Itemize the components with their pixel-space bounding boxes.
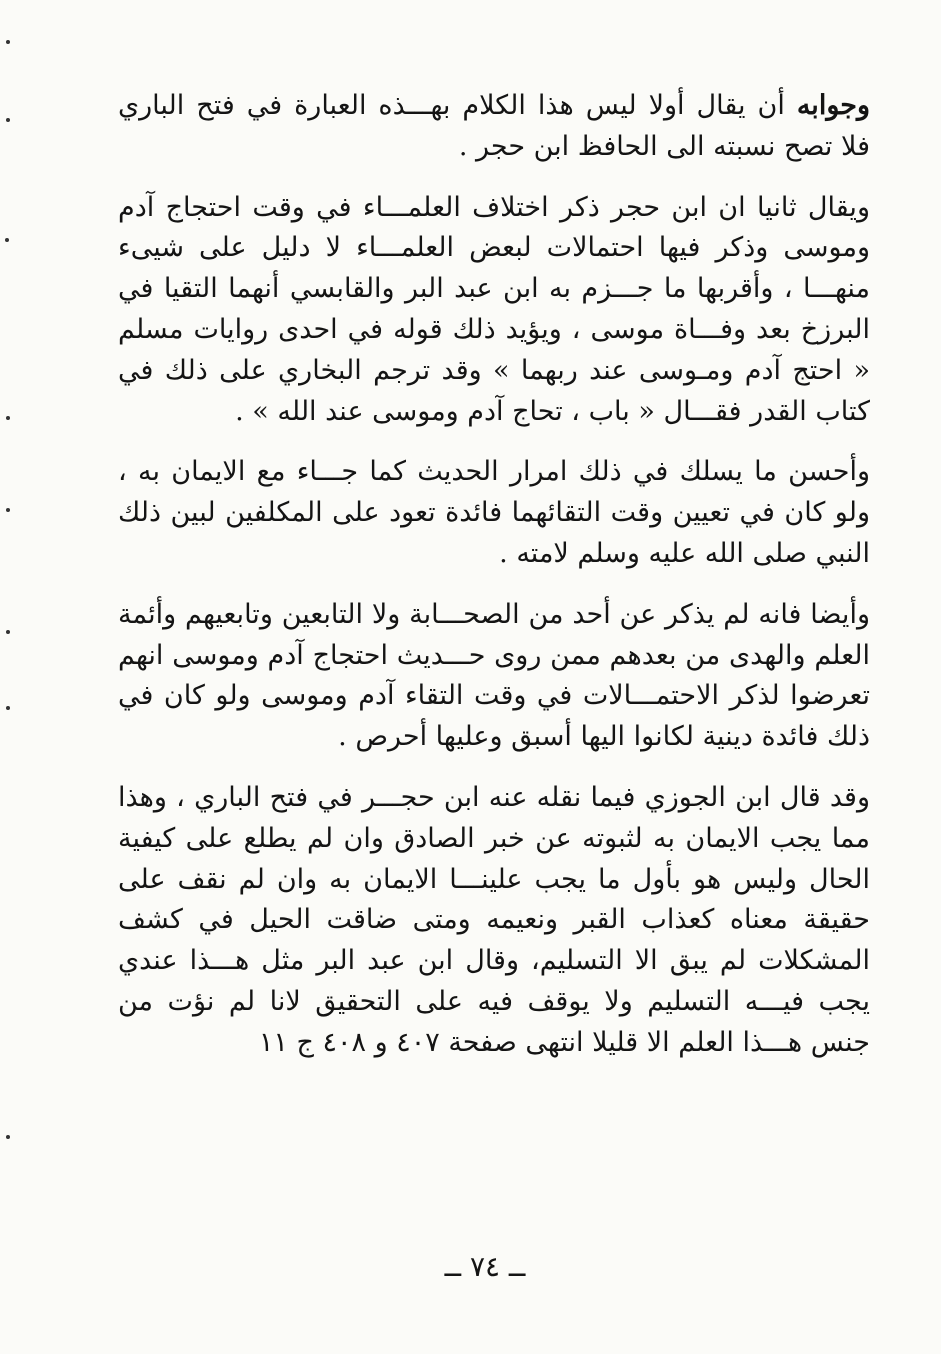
paragraph [118,778,870,1064]
paragraph-text: أن يقال أولا ليس هذا الكلام بهـــذه العبارة في فتح الباري فلا تصح نسبته الى الحافظ ابن حجر . [118,90,870,162]
paragraph [118,188,870,433]
paragraph-text: وأحسن ما يسلك في ذلك امرار الحديث كما جـــاء مع الايمان به ، ولو كان في تعيين وقت التقائهما فائدة تعود على المكلفين لبين ذلك النبي صلى الله عليه وسلم لامته . [118,456,870,569]
paragraph [118,86,870,168]
body-text [118,86,870,1084]
paragraph-text: وأيضا فانه لم يذكر عن أحد من الصحـــابة ولا التابعين وتابعيهم وأئمة العلم والهدى من بعدهم ممن روى حـــديث احتجاج آدم وموسى انهم تعرضوا لذكر الاحتمـــالات في وقت التقاء آدم وموسى ولو كان في ذلك فائدة دينية لكانوا اليها أسبق وعليها أحرص . [118,598,870,753]
scan-speck [6,118,10,122]
paragraph-lead-word: وجوابه [796,90,870,121]
scan-speck [6,630,10,634]
paragraph [118,452,870,574]
paragraph [118,595,870,758]
paragraph-text: ويقال ثانيا ان ابن حجر ذكر اختلاف العلمـــاء في وقت احتجاج آدم وموسى وذكر فيها احتمالات لبعض العلمـــاء لا دليل على شيىء منهـــا ، وأقربها ما جـــزم به ابن عبد البر والقابسي أنهما التقيا في البرزخ بعد وفـــاة موسى ، ويؤيد ذلك قوله في احدى روايات مسلم « احتج آدم ومـوسى عند ربهما » وقد ترجم البخاري على ذلك في كتاب القدر فقـــال « باب ، تحاج آدم وموسى عند الله » . [118,191,870,427]
scan-speck [6,706,10,710]
paragraph-text: وقد قال ابن الجوزي فيما نقله عنه ابن حجـــر في فتح الباري ، وهذا مما يجب الايمان به لثبوته عن خبر الصادق وان لم يطلع على كيفية الحال وليس هو بأول ما يجب علينـــا الايمان به وان لم نقف على حقيقة معناه كعذاب القبر ونعيمه ومتى ضاقت الحيل في كشف المشكلات لم يبق الا التسليم، وقال ابن عبد البر مثل هـــذا عندي يجب فيـــه التسليم ولا يوقف فيه على التحقيق لانا لم نؤت من جنس هـــذا العلم الا قليلا انتهى صفحة ٤٠٧ و ٤٠٨ ج ١١ [118,781,870,1058]
page-number: ــ ٧٤ ــ [444,1250,526,1283]
scan-speck [5,238,9,242]
scan-speck [6,416,10,420]
scan-speck [6,1135,10,1139]
scan-speck [6,40,10,44]
scan-speck [6,508,10,512]
